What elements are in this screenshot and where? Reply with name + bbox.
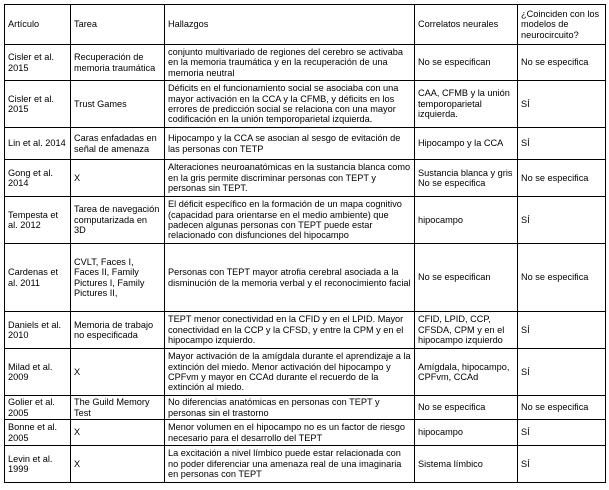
table-row — [5, 244, 606, 312]
cell-hallazgos: Mayor activación de la amígdala durante el aprendizaje a la extinción del miedo. Menor activación del hipocampo y CPFvm y mayor en CCAd durante el recuerdo de la extinción al miedo. — [165, 349, 415, 396]
table-row — [5, 349, 606, 396]
cell-hallazgos: El déficit específico en la formación de un mapa cognitivo (capacidad para orientarse en el medio ambiente) que padecen algunas personas con TEPT puede estar relacionado con disfunciones del hipocampo — [165, 197, 415, 244]
cell-coinciden: No se especifica — [518, 45, 606, 81]
cell-coinciden: SÍ — [518, 446, 606, 483]
cell-hallazgos: Alteraciones neuroanatómicas en la sustancia blanca como en la gris permite discriminar personas con TEPT y personas sin TEPT. — [165, 160, 415, 197]
cell-coinciden: SÍ — [518, 81, 606, 128]
table-row — [5, 45, 606, 81]
cell-correlatos: Amígdala, hipocampo, CPFvm, CCAd — [415, 349, 518, 396]
cell-coinciden: SÍ — [518, 420, 606, 446]
cell-articulo: Bonne et al. 2005 — [5, 420, 71, 446]
cell-articulo: Cisler et al. 2015 — [5, 81, 71, 128]
cell-tarea: X — [71, 160, 165, 197]
cell-tarea: X — [71, 349, 165, 396]
table-row — [5, 446, 606, 483]
table-row — [5, 160, 606, 197]
cell-articulo: Levin et al. 1999 — [5, 446, 71, 483]
cell-correlatos: No se especifica — [415, 396, 518, 420]
cell-tarea: Caras enfadadas en señal de amenaza — [71, 128, 165, 160]
table-row — [5, 312, 606, 349]
cell-hallazgos: TEPT menor conectividad en la CFID y en el LPID. Mayor conectividad en la CCP y la CFSD, y entre la CPM y en el hipocampo izquierdo. — [165, 312, 415, 349]
cell-tarea: Trust Games — [71, 81, 165, 128]
cell-coinciden: SÍ — [518, 312, 606, 349]
cell-articulo: Cardenas et al. 2011 — [5, 244, 71, 312]
cell-coinciden: No se especifica — [518, 396, 606, 420]
cell-hallazgos: Menor volumen en el hipocampo no es un factor de riesgo necesario para el desarrollo del TEPT — [165, 420, 415, 446]
header-hallazgos: Hallazgos — [165, 5, 415, 45]
header-coinciden: ¿Coinciden con los modelos de neurocircuito? — [518, 5, 606, 45]
cell-articulo: Tempesta et al. 2012 — [5, 197, 71, 244]
header-articulo: Artículo — [5, 5, 71, 45]
cell-hallazgos: La excitación a nivel límbico puede estar relacionada con no poder diferenciar una amenaza real de una imaginaria en personas con TEPT — [165, 446, 415, 483]
cell-tarea: X — [71, 420, 165, 446]
cell-coinciden: SÍ — [518, 349, 606, 396]
cell-correlatos: hipocampo — [415, 420, 518, 446]
header-correlatos: Correlatos neurales — [415, 5, 518, 45]
cell-tarea: Recuperación de memoria traumática — [71, 45, 165, 81]
cell-articulo: Cisler et al. 2015 — [5, 45, 71, 81]
cell-hallazgos: Déficits en el funcionamiento social se asociaba con una mayor activación en la CCA y la CFMB, y déficits en los errores de predicción social se relaciona con una mayor codificación en la unión temporoparietal izquierda. — [165, 81, 415, 128]
table-row — [5, 128, 606, 160]
table-row — [5, 81, 606, 128]
cell-coinciden: No se especifica — [518, 160, 606, 197]
table-header-row — [5, 5, 606, 45]
cell-correlatos: hipocampo — [415, 197, 518, 244]
cell-tarea: Memoria de trabajo no especificada — [71, 312, 165, 349]
table-row — [5, 396, 606, 420]
cell-hallazgos: conjunto multivariado de regiones del cerebro se activaba en la memoria traumática y en la recuperación de una memoria neutral — [165, 45, 415, 81]
cell-articulo: Lin et al. 2014 — [5, 128, 71, 160]
cell-correlatos: Sistema límbico — [415, 446, 518, 483]
cell-hallazgos: Personas con TEPT mayor atrofia cerebral asociada a la disminución de la memoria verbal y el reconocimiento facial — [165, 244, 415, 312]
cell-articulo: Golier et al. 2005 — [5, 396, 71, 420]
cell-correlatos: CAA, CFMB y la unión temporoparietal izquierda. — [415, 81, 518, 128]
cell-correlatos: Sustancia blanca y gris No se especifica — [415, 160, 518, 197]
cell-hallazgos: Hipocampo y la CCA se asocian al sesgo de evitación de las personas con TETP — [165, 128, 415, 160]
studies-table — [4, 4, 606, 483]
cell-articulo: Daniels et al. 2010 — [5, 312, 71, 349]
cell-tarea: CVLT, Faces I, Faces II, Family Pictures I, Family Pictures II, — [71, 244, 165, 312]
table-row — [5, 420, 606, 446]
cell-correlatos: CFID, LPID, CCP, CFSDA, CPM y en el hipocampo izquierdo — [415, 312, 518, 349]
cell-correlatos: Hipocampo y la CCA — [415, 128, 518, 160]
cell-articulo: Gong et al. 2014 — [5, 160, 71, 197]
cell-tarea: X — [71, 446, 165, 483]
cell-correlatos: No se especifican — [415, 244, 518, 312]
cell-coinciden: SÍ — [518, 197, 606, 244]
header-tarea: Tarea — [71, 5, 165, 45]
cell-correlatos: No se especifican — [415, 45, 518, 81]
cell-hallazgos: No diferencias anatómicas en personas con TEPT y personas sin el trastorno — [165, 396, 415, 420]
table-row — [5, 197, 606, 244]
cell-tarea: Tarea de navegación computarizada en 3D — [71, 197, 165, 244]
cell-coinciden: No se especifica — [518, 244, 606, 312]
cell-articulo: Milad et al. 2009 — [5, 349, 71, 396]
cell-tarea: The Guild Memory Test — [71, 396, 165, 420]
cell-coinciden: SÍ — [518, 128, 606, 160]
